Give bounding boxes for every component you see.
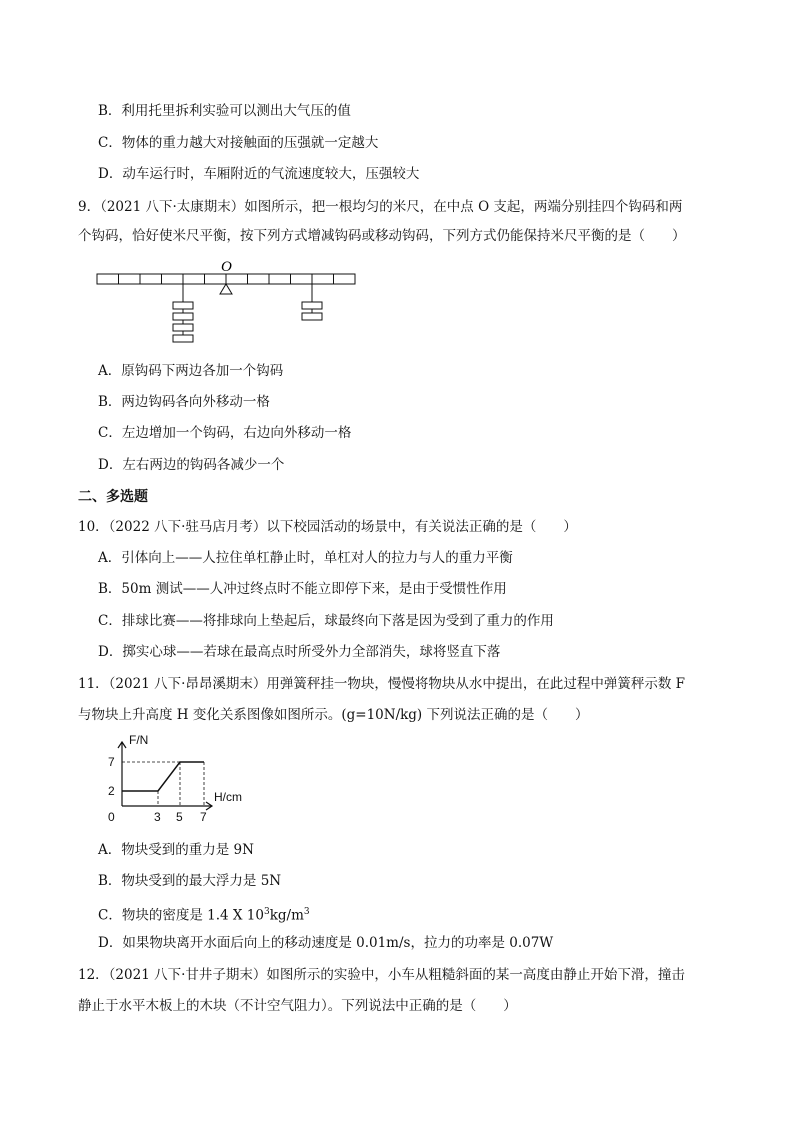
q10-option-a: A．引体向上——人拉住单杠静止时，单杠对人的拉力与人的重力平衡 (98, 550, 513, 566)
q9-option-a: A．原钩码下两边各加一个钩码 (98, 363, 284, 379)
q11-option-c-prefix: C．物块的密度是 1.4 X 10 (98, 907, 264, 924)
section-heading: 二、多选题 (78, 489, 148, 505)
q12-stem-line2: 静止于水平木板上的木块（不计空气阻力）。下列说法中正确的是（ ） (78, 998, 517, 1014)
x-tick-7: 7 (200, 810, 207, 824)
q10-option-d: D．掷实心球——若球在最高点时所受外力全部消失，球将竖直下落 (98, 644, 501, 660)
prev-option-c: C．物体的重力越大对接触面的压强就一定越大 (98, 135, 379, 151)
lever-figure (96, 258, 356, 354)
prev-option-d: D．动车运行时，车厢附近的气流速度较大，压强较大 (98, 166, 420, 182)
q9-option-b: B．两边钩码各向外移动一格 (98, 394, 270, 410)
q11-option-c-exp2: 3 (303, 907, 310, 917)
x-tick-3: 3 (154, 810, 161, 824)
q9-option-d: D．左右两边的钩码各减少一个 (98, 457, 285, 473)
prev-option-b: B．利用托里拆利实验可以测出大气压的值 (98, 103, 351, 119)
q11-stem-line2: 与物块上升高度 H 变化关系图像如图所示。(g=10N/kg) 下列说法正确的是（ ） (78, 707, 589, 723)
y-tick-7: 7 (108, 755, 115, 769)
y-tick-2: 2 (108, 784, 115, 798)
q11-option-a: A．物块受到的重力是 9N (98, 842, 254, 858)
q10-option-b: B．50m 测试——人冲过终点时不能立即停下来，是由于受惯性作用 (98, 581, 507, 597)
q11-option-c (98, 902, 310, 926)
graph-line (122, 762, 204, 791)
force-height-graph (100, 732, 270, 824)
q12-stem-line1: 12．（2021 八下·甘井子期末）如图所示的实验中，小车从粗糙斜面的某一高度由静止开始下滑，撞击 (78, 967, 685, 983)
y-axis-label: F/N (129, 733, 149, 747)
x-tick-5: 5 (176, 810, 183, 824)
pivot-label: O (221, 259, 232, 275)
q11-stem-line1: 11．（2021 八下·昂昂溪期末）用弹簧秤挂一物块，慢慢将物块从水中提出，在此过程中弹簧秤示数 F (78, 676, 686, 692)
q11-option-d: D．如果物块离开水面后向上的移动速度是 0.01m/s，拉力的功率是 0.07W (98, 935, 554, 951)
q9-stem-line1: 9．（2021 八下·太康期末）如图所示，把一根均匀的米尺，在中点 O 支起，两端分别挂四个钩码和两 (78, 199, 683, 215)
q11-option-c-unit: kg/m (269, 907, 304, 924)
x-axis-label: H/cm (214, 790, 242, 804)
q11-option-b: B．物块受到的最大浮力是 5N (98, 873, 282, 889)
q11-option-c-exp1: 3 (263, 907, 270, 917)
q10-stem: 10．（2022 八下·驻马店月考）以下校园活动的场景中，有关说法正确的是（ ） (78, 519, 577, 535)
q10-option-c: C．排球比赛——将排球向上垫起后，球最终向下落是因为受到了重力的作用 (98, 613, 554, 629)
x-tick-0: 0 (108, 810, 115, 824)
q9-option-c: C．左边增加一个钩码，右边向外移动一格 (98, 425, 352, 441)
q9-stem-line2: 个钩码，恰好使米尺平衡，按下列方式增减钩码或移动钩码，下列方式仍能保持米尺平衡的是（ ） (78, 228, 686, 244)
